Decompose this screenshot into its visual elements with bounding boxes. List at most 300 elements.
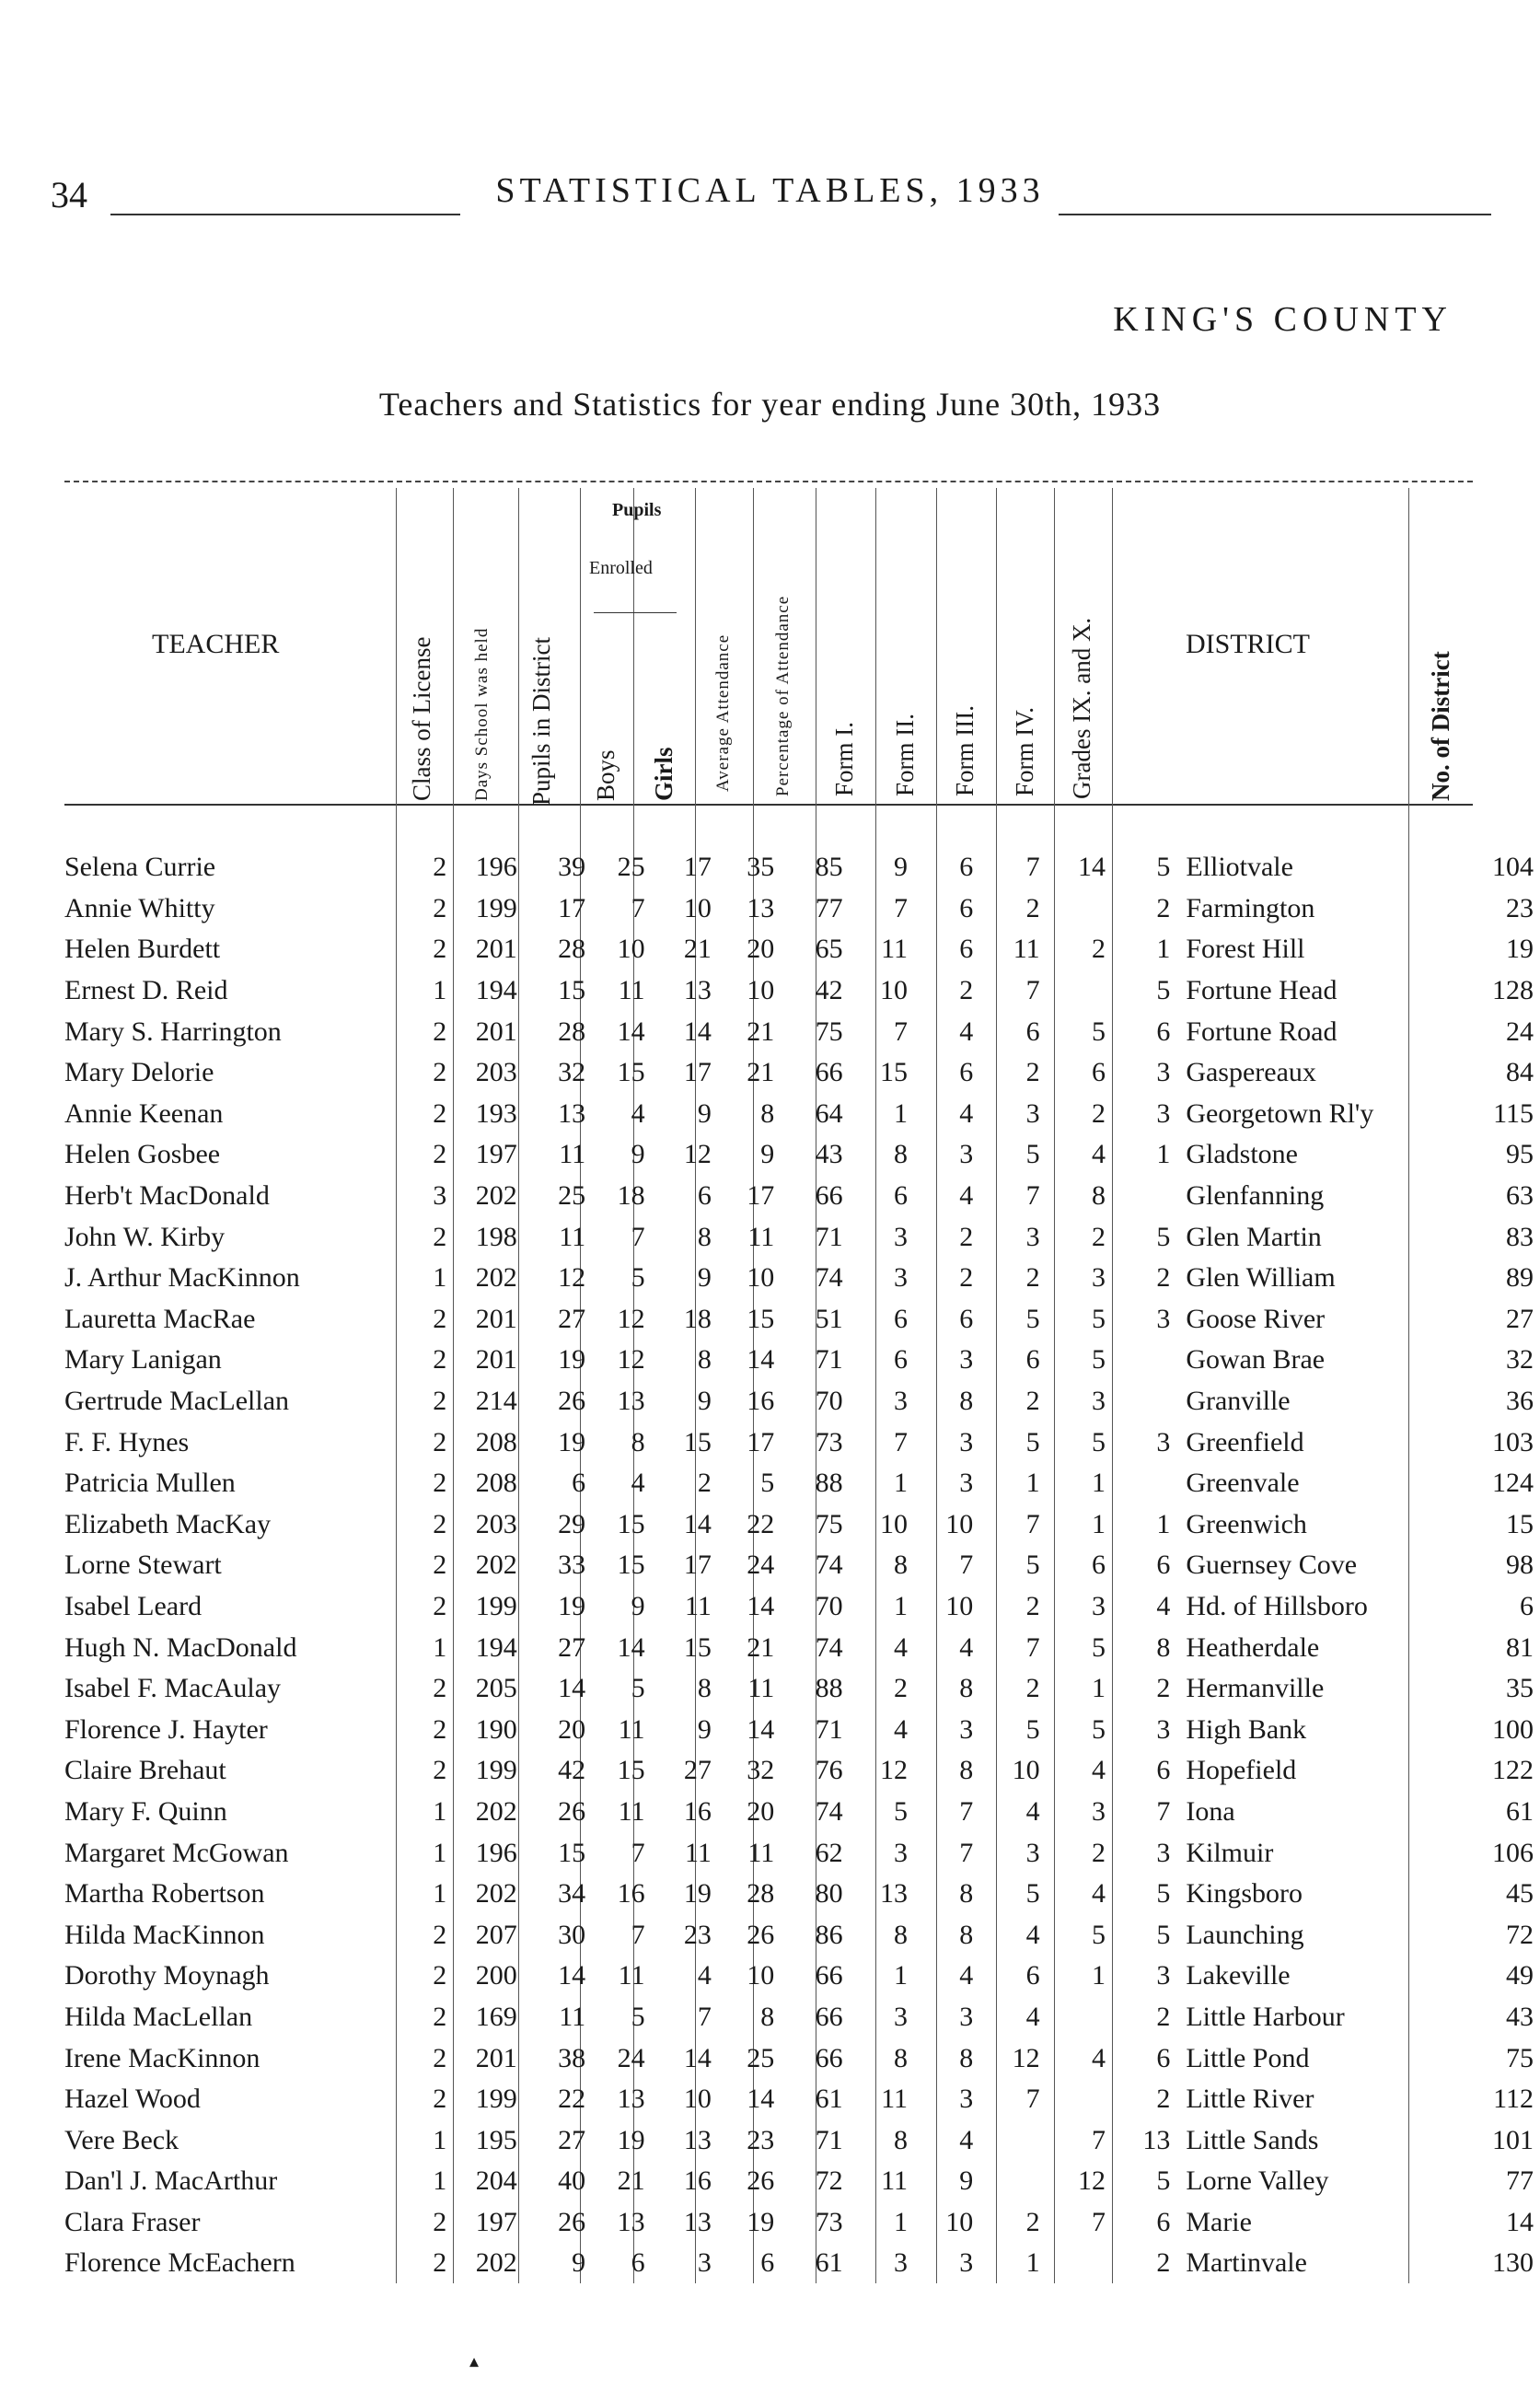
district-number: 103 bbox=[1492, 1426, 1534, 1457]
header-pupils-group: Pupils bbox=[612, 500, 662, 520]
district-number: 61 bbox=[1506, 1795, 1534, 1827]
cell-pct: 77 bbox=[815, 892, 843, 923]
cell-f2: 4 bbox=[959, 1960, 974, 1991]
district-number: 19 bbox=[1506, 934, 1534, 965]
cell-f1: 8 bbox=[893, 1139, 908, 1170]
district-name: Marie bbox=[1186, 2206, 1252, 2237]
cell-girls: 14 bbox=[683, 1508, 712, 1539]
district-number: 104 bbox=[1492, 852, 1534, 883]
cell-f1: 6 bbox=[893, 1180, 908, 1212]
table-row bbox=[55, 2037, 1540, 2079]
cell-cls: 2 bbox=[433, 2042, 447, 2073]
cell-gr: 1 bbox=[1156, 1508, 1171, 1539]
district-name: Granville bbox=[1186, 1386, 1291, 1417]
cell-pupils: 11 bbox=[559, 1139, 586, 1170]
cell-pct: 85 bbox=[815, 852, 843, 883]
cell-pupils: 19 bbox=[558, 1344, 586, 1376]
table-row bbox=[55, 1627, 1540, 1668]
district-name: Elliotvale bbox=[1186, 852, 1293, 883]
cell-f1: 4 bbox=[893, 1713, 908, 1745]
cell-f4 bbox=[1047, 2079, 1112, 2120]
cell-pupils: 27 bbox=[558, 1631, 586, 1663]
cell-pct: 74 bbox=[815, 1550, 843, 1581]
cell-pct: 73 bbox=[815, 1426, 843, 1457]
header-girls: Girls bbox=[650, 747, 677, 801]
cell-girls: 17 bbox=[683, 852, 712, 883]
cell-avg: 14 bbox=[747, 1590, 775, 1621]
header-pupils-in-district: Pupils in District bbox=[527, 636, 555, 806]
cell-f3: 6 bbox=[1025, 1016, 1040, 1047]
cell-f3: 2 bbox=[1025, 1262, 1040, 1294]
cell-f3: 3 bbox=[1025, 1097, 1040, 1129]
cell-avg: 16 bbox=[747, 1386, 775, 1417]
teacher-name: Isabel Leard bbox=[64, 1590, 203, 1621]
cell-boys: 9 bbox=[631, 1139, 645, 1170]
cell-f4: 4 bbox=[1091, 1755, 1106, 1786]
cell-f2: 8 bbox=[959, 1919, 974, 1950]
cell-f3: 4 bbox=[1025, 2001, 1040, 2032]
table-row bbox=[55, 1463, 1540, 1504]
cell-pct: 61 bbox=[815, 2247, 843, 2279]
cell-f1: 2 bbox=[893, 1673, 908, 1704]
teacher-name: Florence J. Hayter bbox=[64, 1713, 268, 1745]
cell-days: 203 bbox=[475, 1508, 517, 1539]
cell-f1: 6 bbox=[893, 1344, 908, 1376]
teacher-name: Hazel Wood bbox=[64, 2084, 201, 2115]
table-row bbox=[55, 1668, 1540, 1710]
cell-girls: 4 bbox=[697, 1960, 712, 1991]
cell-f1: 15 bbox=[879, 1057, 908, 1088]
cell-f2: 4 bbox=[959, 1097, 974, 1129]
cell-boys: 15 bbox=[617, 1508, 645, 1539]
cell-days: 202 bbox=[475, 1180, 517, 1212]
table-row bbox=[55, 1874, 1540, 1915]
cell-f2: 8 bbox=[959, 1878, 974, 1910]
cell-avg: 14 bbox=[747, 1713, 775, 1745]
cell-gr: 1 bbox=[1156, 1139, 1171, 1170]
table-row bbox=[55, 1258, 1540, 1299]
cell-pct: 62 bbox=[815, 1837, 843, 1868]
cell-pct: 66 bbox=[815, 2001, 843, 2032]
cell-pct: 88 bbox=[815, 1673, 843, 1704]
cell-girls: 16 bbox=[683, 1795, 712, 1827]
cell-pupils: 14 bbox=[558, 1673, 586, 1704]
teacher-name: Herb't MacDonald bbox=[64, 1180, 270, 1212]
teacher-name: Elizabeth MacKay bbox=[64, 1508, 272, 1539]
cell-f3: 7 bbox=[1025, 975, 1040, 1006]
cell-avg: 14 bbox=[747, 2084, 775, 2115]
cell-f4: 1 bbox=[1091, 1673, 1106, 1704]
cell-girls: 18 bbox=[683, 1303, 712, 1334]
cell-f2: 9 bbox=[959, 2165, 974, 2197]
cell-boys: 4 bbox=[631, 1097, 645, 1129]
cell-avg: 20 bbox=[747, 934, 775, 965]
cell-gr: 2 bbox=[1156, 892, 1171, 923]
cell-boys: 18 bbox=[617, 1180, 645, 1212]
teacher-name: F. F. Hynes bbox=[64, 1426, 190, 1457]
cell-f2: 7 bbox=[959, 1795, 974, 1827]
table-row bbox=[55, 1914, 1540, 1956]
cell-f3: 4 bbox=[1025, 1919, 1040, 1950]
cell-girls: 17 bbox=[683, 1550, 712, 1581]
cell-f3: 7 bbox=[1025, 1180, 1040, 1212]
cell-days: 194 bbox=[475, 1631, 517, 1663]
table-row bbox=[55, 1422, 1540, 1463]
cell-f2: 2 bbox=[959, 1221, 974, 1252]
teacher-name: Isabel F. MacAulay bbox=[64, 1673, 282, 1704]
header-average-attendance: Average Attendance bbox=[713, 633, 733, 792]
cell-f1: 8 bbox=[893, 1550, 908, 1581]
district-number: 95 bbox=[1506, 1139, 1534, 1170]
cell-pct: 70 bbox=[815, 1590, 843, 1621]
cell-days: 208 bbox=[475, 1468, 517, 1499]
teacher-name: Martha Robertson bbox=[64, 1878, 265, 1910]
cell-f1: 5 bbox=[893, 1795, 908, 1827]
cell-gr: 3 bbox=[1156, 1303, 1171, 1334]
cell-boys: 21 bbox=[617, 2165, 645, 2197]
cell-pupils: 28 bbox=[558, 1016, 586, 1047]
cell-avg: 10 bbox=[747, 1262, 775, 1294]
cell-f2: 8 bbox=[959, 2042, 974, 2073]
cell-gr: 6 bbox=[1156, 2042, 1171, 2073]
cell-cls: 2 bbox=[433, 1426, 447, 1457]
cell-pupils: 26 bbox=[558, 2206, 586, 2237]
cell-gr: 7 bbox=[1156, 1795, 1171, 1827]
cell-pupils: 30 bbox=[558, 1919, 586, 1950]
district-number: 6 bbox=[1520, 1590, 1534, 1621]
cell-girls: 16 bbox=[683, 2165, 712, 2197]
cell-avg: 35 bbox=[747, 852, 775, 883]
cell-f4: 6 bbox=[1091, 1057, 1106, 1088]
cell-pct: 74 bbox=[815, 1631, 843, 1663]
cell-f3: 2 bbox=[1025, 1057, 1040, 1088]
teacher-name: Hugh N. MacDonald bbox=[64, 1631, 297, 1663]
cell-f4: 4 bbox=[1091, 2042, 1106, 2073]
cell-cls: 2 bbox=[433, 1550, 447, 1581]
cell-f3: 6 bbox=[1025, 1960, 1040, 1991]
cell-f3 bbox=[979, 2119, 1046, 2161]
cell-cls: 2 bbox=[433, 1303, 447, 1334]
cell-boys: 5 bbox=[631, 2001, 645, 2032]
table-row bbox=[55, 1792, 1540, 1833]
district-number: 83 bbox=[1506, 1221, 1534, 1252]
cell-days: 203 bbox=[475, 1057, 517, 1088]
cell-avg: 17 bbox=[747, 1426, 775, 1457]
county-heading: KING'S COUNTY bbox=[1113, 300, 1453, 339]
cell-days: 204 bbox=[475, 2165, 517, 2197]
cell-gr: 2 bbox=[1156, 1673, 1171, 1704]
cell-cls: 2 bbox=[433, 892, 447, 923]
cell-f2: 3 bbox=[959, 2247, 974, 2279]
cell-gr: 3 bbox=[1156, 1713, 1171, 1745]
cell-gr: 5 bbox=[1156, 1878, 1171, 1910]
cell-f2: 6 bbox=[959, 1057, 974, 1088]
district-name: Hd. of Hillsboro bbox=[1186, 1590, 1368, 1621]
cell-avg: 20 bbox=[747, 1795, 775, 1827]
table-row bbox=[55, 1094, 1540, 1135]
cell-gr: 3 bbox=[1156, 1426, 1171, 1457]
cell-pupils: 20 bbox=[558, 1713, 586, 1745]
district-name: Kingsboro bbox=[1186, 1878, 1303, 1910]
cell-days: 202 bbox=[475, 1262, 517, 1294]
cell-days: 197 bbox=[475, 1139, 517, 1170]
cell-gr: 5 bbox=[1156, 1221, 1171, 1252]
table-row bbox=[55, 1997, 1540, 2038]
cell-pupils: 26 bbox=[558, 1386, 586, 1417]
cell-f3: 12 bbox=[1012, 2042, 1040, 2073]
cell-girls: 7 bbox=[697, 2001, 712, 2032]
cell-boys: 6 bbox=[631, 2247, 645, 2279]
district-name: Heatherdale bbox=[1186, 1631, 1320, 1663]
cell-f1: 3 bbox=[893, 1386, 908, 1417]
cell-gr: 3 bbox=[1156, 1837, 1171, 1868]
cell-girls: 15 bbox=[683, 1631, 712, 1663]
cell-f3: 4 bbox=[1025, 1795, 1040, 1827]
district-number: 63 bbox=[1506, 1180, 1534, 1212]
district-name: Guernsey Cove bbox=[1186, 1550, 1358, 1581]
cell-days: 197 bbox=[475, 2206, 517, 2237]
cell-f4: 2 bbox=[1091, 934, 1106, 965]
cell-cls: 2 bbox=[433, 2001, 447, 2032]
cell-f4 bbox=[1047, 1997, 1112, 2038]
cell-avg: 19 bbox=[747, 2206, 775, 2237]
district-name: Martinvale bbox=[1186, 2247, 1307, 2279]
cell-gr: 13 bbox=[1142, 2124, 1171, 2155]
district-number: 36 bbox=[1506, 1386, 1534, 1417]
cell-boys: 24 bbox=[617, 2042, 645, 2073]
cell-avg: 8 bbox=[760, 1097, 775, 1129]
cell-pct: 66 bbox=[815, 1960, 843, 1991]
title-rule-right bbox=[1059, 214, 1491, 215]
cell-boys: 16 bbox=[617, 1878, 645, 1910]
cell-f2: 2 bbox=[959, 975, 974, 1006]
cell-avg: 22 bbox=[747, 1508, 775, 1539]
district-number: 130 bbox=[1492, 2247, 1534, 2279]
district-name: Hermanville bbox=[1186, 1673, 1325, 1704]
cell-girls: 9 bbox=[697, 1097, 712, 1129]
district-name: Farmington bbox=[1186, 892, 1315, 923]
cell-boys: 11 bbox=[618, 1960, 645, 1991]
cell-pct: 86 bbox=[815, 1919, 843, 1950]
table-row bbox=[55, 970, 1540, 1012]
cell-boys: 4 bbox=[631, 1468, 645, 1499]
cell-days: 199 bbox=[475, 1590, 517, 1621]
cell-days: 201 bbox=[475, 934, 517, 965]
cell-pupils: 25 bbox=[558, 1180, 586, 1212]
table-row bbox=[55, 929, 1540, 970]
cell-pct: 88 bbox=[815, 1468, 843, 1499]
cell-f3: 5 bbox=[1025, 1426, 1040, 1457]
cell-boys: 11 bbox=[618, 1795, 645, 1827]
cell-f4: 2 bbox=[1091, 1221, 1106, 1252]
header-no-of-district: No. of District bbox=[1427, 651, 1454, 801]
cell-pct: 71 bbox=[815, 1221, 843, 1252]
cell-f4: 3 bbox=[1091, 1795, 1106, 1827]
district-number: 27 bbox=[1506, 1303, 1534, 1334]
teacher-name: Mary S. Harrington bbox=[64, 1016, 282, 1047]
district-name: Greenvale bbox=[1186, 1468, 1300, 1499]
cell-avg: 6 bbox=[760, 2247, 775, 2279]
header-rule bbox=[64, 804, 1473, 806]
cell-pupils: 14 bbox=[558, 1960, 586, 1991]
cell-f4: 4 bbox=[1091, 1878, 1106, 1910]
cell-girls: 6 bbox=[697, 1180, 712, 1212]
cell-f2: 10 bbox=[945, 1590, 974, 1621]
cell-boys: 13 bbox=[617, 2084, 645, 2115]
cell-f3: 5 bbox=[1025, 1713, 1040, 1745]
teacher-name: John W. Kirby bbox=[64, 1221, 226, 1252]
cell-boys: 8 bbox=[631, 1426, 645, 1457]
district-name: Greenfield bbox=[1186, 1426, 1304, 1457]
cell-f4 bbox=[1047, 970, 1112, 1012]
header-teacher: TEACHER bbox=[152, 629, 280, 659]
district-name: Forest Hill bbox=[1186, 934, 1305, 965]
cell-pct: 66 bbox=[815, 2042, 843, 2073]
district-name: Gladstone bbox=[1186, 1139, 1298, 1170]
cell-avg: 24 bbox=[747, 1550, 775, 1581]
cell-cls: 3 bbox=[433, 1180, 447, 1212]
cell-gr: 4 bbox=[1156, 1590, 1171, 1621]
cell-girls: 9 bbox=[697, 1386, 712, 1417]
cell-gr: 6 bbox=[1156, 1016, 1171, 1047]
page-number: 34 bbox=[51, 174, 87, 215]
cell-days: 196 bbox=[475, 1837, 517, 1868]
district-number: 75 bbox=[1506, 2042, 1534, 2073]
cell-gr: 3 bbox=[1156, 1057, 1171, 1088]
cell-f4: 7 bbox=[1091, 2124, 1106, 2155]
cell-boys: 7 bbox=[631, 1221, 645, 1252]
table-row bbox=[55, 2161, 1540, 2202]
cell-girls: 11 bbox=[685, 1837, 712, 1868]
teacher-name: Annie Keenan bbox=[64, 1097, 224, 1129]
cell-days: 201 bbox=[475, 1016, 517, 1047]
cell-pct: 61 bbox=[815, 2084, 843, 2115]
cell-pct: 51 bbox=[815, 1303, 843, 1334]
cell-f3: 7 bbox=[1025, 1631, 1040, 1663]
cell-boys: 12 bbox=[617, 1344, 645, 1376]
cell-avg: 10 bbox=[747, 975, 775, 1006]
cell-f4: 4 bbox=[1091, 1139, 1106, 1170]
district-number: 23 bbox=[1506, 892, 1534, 923]
cell-girls: 15 bbox=[683, 1426, 712, 1457]
district-number: 128 bbox=[1492, 975, 1534, 1006]
cell-pct: 71 bbox=[815, 1344, 843, 1376]
cell-pupils: 13 bbox=[558, 1097, 586, 1129]
cell-gr: 2 bbox=[1156, 2084, 1171, 2115]
cell-f4: 6 bbox=[1091, 1550, 1106, 1581]
cell-gr bbox=[1112, 1340, 1176, 1381]
cell-avg: 13 bbox=[747, 892, 775, 923]
cell-pct: 66 bbox=[815, 1180, 843, 1212]
cell-days: 214 bbox=[475, 1386, 517, 1417]
cell-f3: 2 bbox=[1025, 892, 1040, 923]
cell-pct: 75 bbox=[815, 1508, 843, 1539]
cell-days: 193 bbox=[475, 1097, 517, 1129]
cell-avg: 28 bbox=[747, 1878, 775, 1910]
cell-f2: 3 bbox=[959, 1468, 974, 1499]
cell-f4: 5 bbox=[1091, 1016, 1106, 1047]
teacher-name: Mary Lanigan bbox=[64, 1344, 222, 1376]
cell-f4: 5 bbox=[1091, 1919, 1106, 1950]
district-number: 98 bbox=[1506, 1550, 1534, 1581]
teacher-name: Lauretta MacRae bbox=[64, 1303, 256, 1334]
district-number: 89 bbox=[1506, 1262, 1534, 1294]
cell-f4: 3 bbox=[1091, 1386, 1106, 1417]
district-number: 77 bbox=[1506, 2165, 1534, 2197]
cell-f4: 3 bbox=[1091, 1262, 1106, 1294]
cell-cls: 2 bbox=[433, 1673, 447, 1704]
cell-cls: 2 bbox=[433, 934, 447, 965]
cell-days: 202 bbox=[475, 1550, 517, 1581]
cell-pupils: 19 bbox=[558, 1590, 586, 1621]
cell-days: 202 bbox=[475, 1878, 517, 1910]
cell-avg: 26 bbox=[747, 2165, 775, 2197]
district-number: 124 bbox=[1492, 1468, 1534, 1499]
district-name: Hopefield bbox=[1186, 1755, 1297, 1786]
cell-cls: 2 bbox=[433, 1139, 447, 1170]
cell-f1: 4 bbox=[893, 1631, 908, 1663]
cell-days: 201 bbox=[475, 1303, 517, 1334]
cell-avg: 21 bbox=[747, 1631, 775, 1663]
cell-boys: 11 bbox=[618, 975, 645, 1006]
cell-days: 169 bbox=[475, 2001, 517, 2032]
cell-f3: 2 bbox=[1025, 1590, 1040, 1621]
district-name: Georgetown Rl'y bbox=[1186, 1097, 1374, 1129]
cell-girls: 2 bbox=[697, 1468, 712, 1499]
cell-f1: 3 bbox=[893, 1221, 908, 1252]
cell-gr: 5 bbox=[1156, 975, 1171, 1006]
teacher-name: Hilda MacLellan bbox=[64, 2001, 253, 2032]
cell-pct: 80 bbox=[815, 1878, 843, 1910]
cell-boys: 25 bbox=[617, 852, 645, 883]
cell-girls: 8 bbox=[697, 1344, 712, 1376]
cell-boys: 15 bbox=[617, 1550, 645, 1581]
cell-f2: 3 bbox=[959, 2084, 974, 2115]
cell-f1: 8 bbox=[893, 2124, 908, 2155]
district-name: Little River bbox=[1186, 2084, 1314, 2115]
cell-pct: 64 bbox=[815, 1097, 843, 1129]
cell-pct: 76 bbox=[815, 1755, 843, 1786]
cell-f2: 6 bbox=[959, 1303, 974, 1334]
cell-pupils: 29 bbox=[558, 1508, 586, 1539]
cell-gr: 6 bbox=[1156, 1755, 1171, 1786]
cell-cls: 2 bbox=[433, 1468, 447, 1499]
district-number: 100 bbox=[1492, 1713, 1534, 1745]
header-percentage-attendance: Percentage of Attendance bbox=[773, 595, 793, 796]
cell-f3: 5 bbox=[1025, 1878, 1040, 1910]
district-number: 106 bbox=[1492, 1837, 1534, 1868]
cell-f1: 3 bbox=[893, 2247, 908, 2279]
header-district: DISTRICT bbox=[1186, 629, 1310, 659]
cell-days: 207 bbox=[475, 1919, 517, 1950]
cell-avg: 15 bbox=[747, 1303, 775, 1334]
cell-days: 202 bbox=[475, 1795, 517, 1827]
cell-boys: 13 bbox=[617, 1386, 645, 1417]
cell-girls: 12 bbox=[683, 1139, 712, 1170]
cell-f1: 3 bbox=[893, 2001, 908, 2032]
table-row bbox=[55, 1134, 1540, 1176]
cell-gr bbox=[1112, 1176, 1176, 1217]
district-name: Kilmuir bbox=[1186, 1837, 1274, 1868]
cell-cls: 2 bbox=[433, 1508, 447, 1539]
cell-f2: 7 bbox=[959, 1837, 974, 1868]
table-row bbox=[55, 1504, 1540, 1546]
cell-boys: 19 bbox=[617, 2124, 645, 2155]
cell-boys: 5 bbox=[631, 1673, 645, 1704]
district-name: Fortune Road bbox=[1186, 1016, 1337, 1047]
cell-cls: 2 bbox=[433, 1960, 447, 1991]
table-row bbox=[55, 1011, 1540, 1052]
